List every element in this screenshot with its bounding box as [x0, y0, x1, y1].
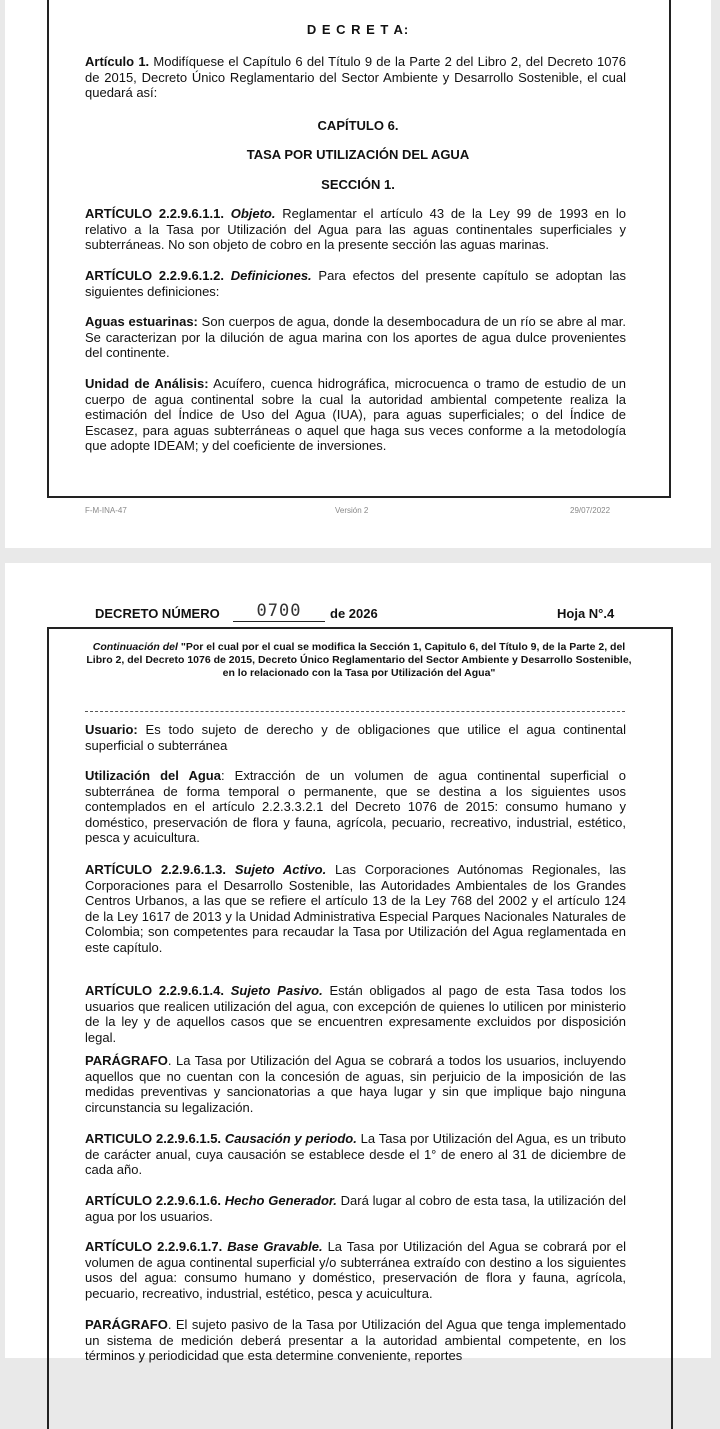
chapter-heading: CAPÍTULO 6. — [317, 118, 399, 133]
article-causacion: ARTICULO 2.2.9.6.1.5. Causación y periodo. La Tasa por Utilización del Agua, es un tributo de carácter anual, cuya causación se establece desde el 1° de enero al 31 de diciembre de cada año. — [85, 1131, 626, 1177]
article-sujeto-pasivo: ARTÍCULO 2.2.9.6.1.4. Sujeto Pasivo. Están obligados al pago de esta Tasa todos los usuarios que realicen utilización del agua, con excepción de quienes lo utilicen por ministerio de la ley y de aquellos casos que se encuentren expresamente excluidos por disposición legal. — [85, 983, 626, 1045]
footer-date: 29/07/2022 — [570, 506, 611, 515]
decree-number: 0700 — [233, 601, 325, 622]
document-page-2 — [5, 563, 711, 1363]
definition-utilizacion-agua: Utilización del Agua: Extracción de un volumen de agua continental superficial o subterránea de forma temporal o permanente, que se destina a los siguientes usos contemplados en el artículo 2.2.3.3.2.1 del Decreto 1076 de 2015: consumo humano y doméstico, preservación de flora y fauna, agrícola, pecuario, recreativo, industrial, estético, pesca y acuicultura. — [85, 768, 627, 845]
article-1: Artículo 1. Modifíquese el Capítulo 6 del Título 9 de la Parte 2 del Libro 2, del Decreto 1076 de 2015, Decreto Único Reglamentario del Sector Ambiente y Desarrollo Sostenible, el cual quedará así: — [85, 54, 626, 100]
definition-usuario: Usuario: Es todo sujeto de derecho y de obligaciones que utilice el agua continental superficial o subterránea — [85, 722, 626, 753]
footer-code: F-M-INA-47 — [85, 506, 127, 515]
section-heading: SECCIÓN 1. — [321, 177, 395, 192]
article-hecho-generador: ARTÍCULO 2.2.9.6.1.6. Hecho Generador. Dará lugar al cobro de esta tasa, la utilización del agua por los usuarios. — [85, 1193, 626, 1224]
paragrafo-1: PARÁGRAFO. La Tasa por Utilización del Agua se cobrará a todos los usuarios, incluyendo aquellos que no cuentan con la concesión de aguas, sin perjuicio de la imposición de las medidas preventivas y sancionatorias a que haya lugar y sin que implique bajo ninguna circunstancia su legalización. — [85, 1053, 626, 1115]
footer-version: Versión 2 — [335, 506, 369, 515]
document-page-1 — [5, 0, 711, 548]
article-sujeto-activo: ARTÍCULO 2.2.9.6.1.3. Sujeto Activo. Las Corporaciones Autónomas Regionales, las Corporaciones para el Desarrollo Sostenible, las Autoridades Ambientales de los Grandes Centros Urbanos, a las que se refiere el artículo 13 de la Ley 768 del 2002 y el artículo 124 de la Ley 1617 de 2013 y la Unidad Administrativa Especial Parques Nacionales Naturales de Colombia; son competentes para recaudar la Tasa por Utilización del Agua reglamentada en este capítulo. — [85, 862, 626, 955]
definition-unidad-analisis: Unidad de Análisis: Acuífero, cuenca hidrográfica, microcuenca o tramo de estudio de un cuerpo de agua continental sobre la cual la autoridad ambiental competente realiza la estimación del Índice de Uso del Agua (IUA), para aguas superficiales; o del Índice de Escasez, para aguas subterráneas o aquel que haga sus veces conforme a la metodología que adopte IDEAM; y del coeficiente de inversiones. — [85, 376, 627, 453]
decree-label: DECRETO NÚMERO — [95, 606, 220, 621]
decreta-heading: D E C R E T A: — [306, 22, 410, 37]
definition-aguas-estuarinas: Aguas estuarinas: Son cuerpos de agua, donde la desembocadura de un río se abre al mar. Se caracterizan por la dilución de agua marina con los aportes de agua dulce provenientes del continente. — [85, 314, 626, 360]
continuation-note: Continuación del "Por el cual por el cual se modifica la Sección 1, Capitulo 6, del Título 9, de la Parte 2, del Libro 2, del Decreto 1076 de 2015, Decreto Único Reglamentario del Sector Ambiente y Desarrollo Sostenible, en lo relacionado con la Tasa por Utilización del Agua" — [86, 641, 632, 679]
article-object: ARTÍCULO 2.2.9.6.1.1. Objeto. Reglamentar el artículo 43 de la Ley 99 de 1993 en lo relativo a la Tasa por Utilización del Agua para las aguas continentales superficiales y subterráneas. No son objeto de cobro en la presente sección las aguas marinas. — [85, 206, 626, 252]
article-base-gravable: ARTÍCULO 2.2.9.6.1.7. Base Gravable. La Tasa por Utilización del Agua se cobrará por el volumen de agua continental superficial y/o subterránea extraído con destino a los siguientes usos del agua: consumo humano y doméstico, preservación de flora y fauna, agrícola, pecuario, recreativo, industrial, estético, pesca y acuicultura. — [85, 1239, 627, 1301]
paragrafo-2: PARÁGRAFO. El sujeto pasivo de la Tasa por Utilización del Agua que tenga implementado un sistema de medición deberá presentar a la autoridad ambiental competente, en los términos y periodicidad que esta determine conveniente, reportes — [85, 1317, 626, 1363]
sheet-number: Hoja N°.4 — [557, 606, 615, 621]
decree-year: de 2026 — [330, 606, 378, 621]
dashed-divider — [85, 711, 625, 712]
chapter-title: TASA POR UTILIZACIÓN DEL AGUA — [246, 147, 470, 162]
article-definitions: ARTÍCULO 2.2.9.6.1.2. Definiciones. Para efectos del presente capítulo se adoptan las siguientes definiciones: — [85, 268, 626, 299]
